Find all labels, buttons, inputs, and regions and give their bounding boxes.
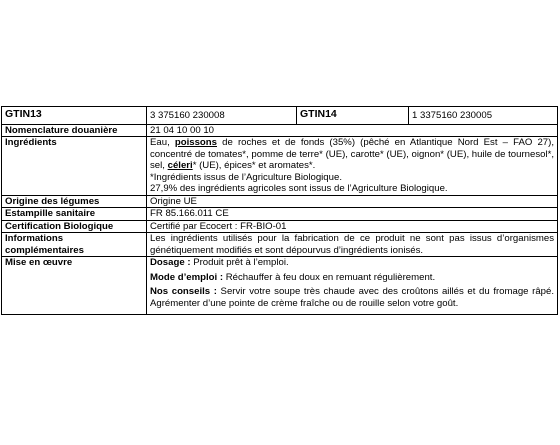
- mode-emploi-label: Mode d’emploi :: [150, 271, 224, 283]
- organic-percentage-note: 27,9% des ingrédients agricoles sont issus de l’Agriculture Biologique.: [150, 183, 448, 194]
- nomenclature-value: 21 04 10 00 10: [147, 124, 558, 137]
- gtin13-value: 3 375160 230008: [147, 107, 297, 125]
- ingredients-list: [150, 137, 554, 172]
- dosage-label: Dosage :: [150, 257, 191, 268]
- origine-row: [2, 195, 558, 208]
- mode-emploi-text: Réchauffer à feu doux en remuant régulièrement.: [223, 271, 436, 283]
- mise-en-oeuvre-label: Mise en œuvre: [2, 257, 147, 315]
- estampille-row: [2, 208, 558, 221]
- ingredients-text: de roches et de fonds (35%) (pêché en Atlantique Nord Est – FAO 27), concentré de tomates*, pomme de terre* (UE), carotte* (UE), oignon* (UE), huile de tournesol*, sel,: [150, 137, 554, 171]
- informations-row: [2, 233, 558, 257]
- nomenclature-label: Nomenclature douanière: [2, 124, 147, 137]
- origine-label: Origine des légumes: [2, 195, 147, 208]
- gtin13-label: GTIN13: [2, 107, 147, 125]
- ingredients-text: Eau,: [150, 137, 175, 148]
- ingredients-label: Ingrédients: [2, 137, 147, 196]
- gtin14-value: 1 3375160 230005: [409, 107, 558, 125]
- conseils-label: Nos conseils :: [150, 286, 217, 297]
- conseils-line: [150, 286, 554, 309]
- nomenclature-row: [2, 124, 558, 137]
- allergen-celeri: céleri: [167, 160, 193, 171]
- organic-note: *Ingrédients issus de l’Agriculture Biologique.: [150, 171, 342, 183]
- mode-emploi-line: [150, 272, 554, 284]
- product-spec-table: [1, 106, 558, 315]
- dosage-text: Produit prêt à l’emploi.: [190, 257, 289, 268]
- origine-value: Origine UE: [147, 195, 558, 208]
- conseils-text: Servir votre soupe très chaude avec des croûtons aillés et du fromage râpé. Agrémenter d’une pointe de crème fraîche ou de rouille selon votre goût.: [150, 286, 554, 309]
- certification-row: [2, 220, 558, 233]
- mise-en-oeuvre-value: [147, 257, 558, 315]
- certification-label: Certification Biologique: [2, 220, 147, 233]
- gtin14-label: GTIN14: [297, 107, 409, 125]
- informations-value: Les ingrédients utilisés pour la fabrication de ce produit ne sont pas issus d’organismes génétiquement modifiés et sont dépourvus d’ingrédients ionisés.: [147, 233, 558, 257]
- gtin-row: [2, 107, 558, 125]
- allergen-poissons: poissons: [174, 137, 217, 148]
- estampille-value: FR 85.166.011 CE: [147, 208, 558, 221]
- informations-label: Informations complémentaires: [2, 233, 147, 257]
- ingredients-text: * (UE), épices* et aromates*.: [192, 160, 316, 171]
- certification-value: Certifié par Ecocert : FR-BIO-01: [147, 220, 558, 233]
- ingredients-row: [2, 137, 558, 196]
- dosage-line: [150, 257, 554, 269]
- estampille-label: Estampille sanitaire: [2, 208, 147, 221]
- mise-en-oeuvre-row: [2, 257, 558, 315]
- ingredients-value: [147, 137, 558, 196]
